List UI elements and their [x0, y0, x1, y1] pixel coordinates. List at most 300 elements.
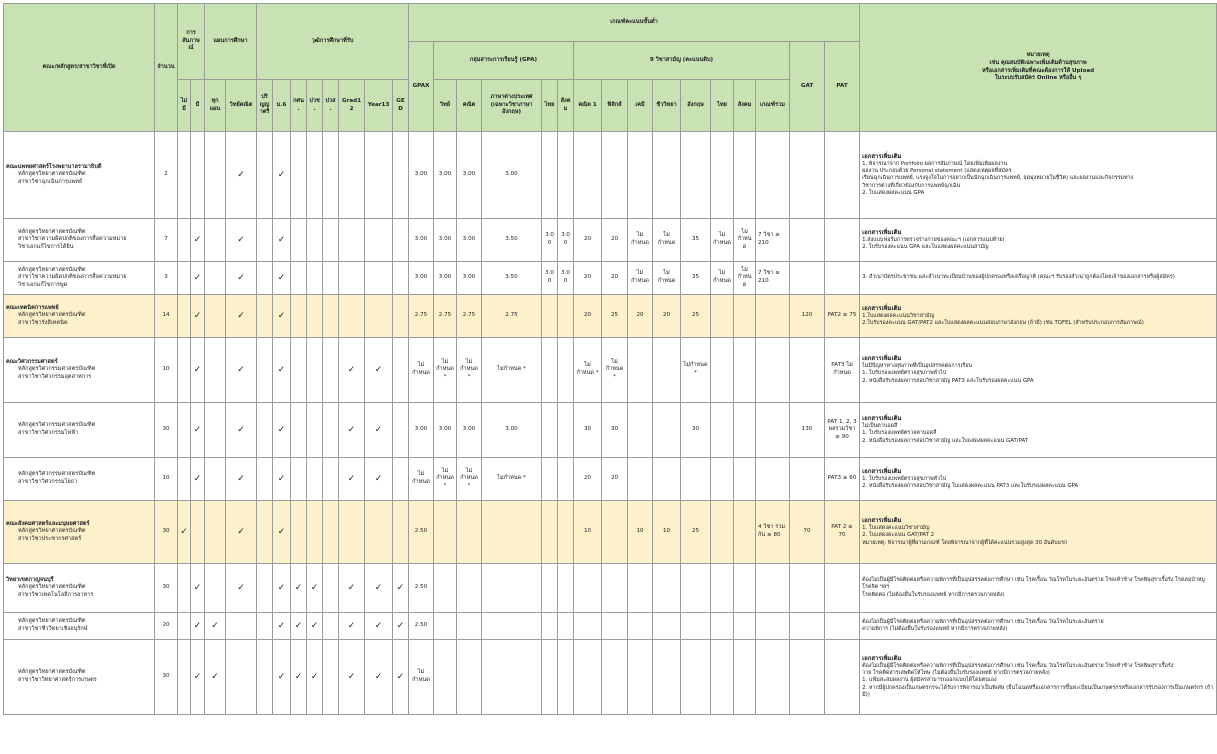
gpa-sci-value	[434, 640, 457, 715]
degree-nfe-check	[291, 501, 307, 564]
degree-m6-check: ✓	[273, 219, 291, 262]
gat-value	[790, 132, 825, 219]
degree-ged-check	[393, 458, 409, 501]
subj-chem-value	[628, 458, 653, 501]
subj-eng-value: 35	[681, 219, 711, 262]
degree-year13-check: ✓	[365, 403, 393, 458]
degree-voc-check	[307, 338, 323, 403]
subj-math1-value: 10	[574, 501, 602, 564]
degree-dip-check	[323, 403, 339, 458]
degree-voc-check	[307, 295, 323, 338]
gpa-thai-value: 3.00	[542, 219, 558, 262]
degree-dip-check	[323, 640, 339, 715]
seat-count: 7	[155, 219, 178, 262]
gpa-thai-value	[542, 403, 558, 458]
degree-m6-check: ✓	[273, 501, 291, 564]
header-subj-total: เกณฑ์รวม	[756, 80, 790, 132]
subj-math1-value	[574, 613, 602, 640]
plan-all-check	[205, 564, 226, 613]
header-study-plan: แผนการศึกษา	[205, 4, 257, 80]
seat-count: 14	[155, 295, 178, 338]
subj-total-value	[756, 613, 790, 640]
gat-value	[790, 458, 825, 501]
subj-thai-value: ไม่กำหนด	[711, 219, 734, 262]
gpa-math-value: 3.00	[457, 219, 482, 262]
gpax-value: 2.75	[409, 295, 434, 338]
subj-social-value	[734, 403, 756, 458]
faculty-name: คณะวิศวกรรมศาสตร์	[6, 358, 58, 365]
interview-no-check	[178, 640, 191, 715]
subj-physics-value	[602, 501, 628, 564]
pat-value: PAT 1, 2, 3 ผลรวมวิชา ≥ 90	[825, 403, 860, 458]
degree-grad12-check	[339, 501, 365, 564]
interview-yes-check: ✓	[191, 640, 205, 715]
plan-sci-math-check: ✓	[226, 295, 257, 338]
header-degree-ged: GED	[393, 80, 409, 132]
gpa-eng-value: ไม่กำหนด *	[482, 338, 542, 403]
degree-voc-check: ✓	[307, 640, 323, 715]
interview-no-check	[178, 458, 191, 501]
remarks-text: 1. ใบแสดงคะแนนวิชาสามัญ 2. ใบแสดงคะแนน GAT/PAT 2 หมายเหตุ: พิจารณาผู้ที่ผ่านเกณฑ์ โดยพิจารณาจากผู้ที่ได้คะแนนรวมสูงสุด 30 อันดับแรก	[862, 525, 1068, 546]
degree-bachelor-check	[257, 640, 273, 715]
seat-count: 30	[155, 640, 178, 715]
subj-total-value: 4 วิชา รวมกัน ≥ 80	[756, 501, 790, 564]
seat-count: 10	[155, 338, 178, 403]
subj-social-value	[734, 295, 756, 338]
gat-value	[790, 640, 825, 715]
pat-value: PAT2 ≥ 75	[825, 295, 860, 338]
degree-grad12-check: ✓	[339, 564, 365, 613]
subj-total-value	[756, 338, 790, 403]
subj-physics-value	[602, 640, 628, 715]
degree-nfe-check: ✓	[291, 640, 307, 715]
program-cell	[4, 262, 155, 295]
header-degree-year13: Year13	[365, 80, 393, 132]
subj-math1-value	[574, 132, 602, 219]
subj-thai-value	[711, 403, 734, 458]
subj-chem-value	[628, 613, 653, 640]
remarks-text: ต้องไม่เป็นผู้มีโรคติดต่อหรือความพิการที่เป็นอุปสรรคต่อการศึกษา เช่น โรคเรื้อน วัณโรคในระยะอันตราย ความพิการ (ไม่ต้องยื่นใบรับรองแพทย์ หากมีการตรวจภายหลัง)	[862, 618, 1104, 632]
plan-all-check	[205, 403, 226, 458]
degree-dip-check	[323, 338, 339, 403]
interview-yes-check: ✓	[191, 613, 205, 640]
gpa-social-value	[558, 613, 574, 640]
gpa-sci-value: ไม่กำหนด *	[434, 458, 457, 501]
gpa-thai-value	[542, 132, 558, 219]
degree-nfe-check	[291, 262, 307, 295]
table-row	[4, 338, 1217, 403]
degree-ged-check	[393, 501, 409, 564]
interview-no-check	[178, 338, 191, 403]
pat-value: PAT3 ไม่กำหนด	[825, 338, 860, 403]
table-row	[4, 132, 1217, 219]
degree-year13-check: ✓	[365, 640, 393, 715]
program-name: หลักสูตรวิทยาศาสตรบัณฑิต สาขาวิชาชีววิทยาเชิงอนุรักษ์	[18, 618, 88, 632]
header-subj-bio: ชีววิทยา	[653, 80, 681, 132]
seat-count: 30	[155, 564, 178, 613]
degree-voc-check	[307, 219, 323, 262]
remarks-text: 1. พิจารณาจาก Portfolio ผลการสัมภาษณ์ โดยเพิ่มเติมผลงาน ผลงาน ประกอบด้วย Personal statement (แสดงเหตุผลที่สมัคร เรียนฉุกเฉินการแพทย์, แรงจูงใจในการอยากเป็นนักฉุกเฉินการแพทย์, จุดมุ่งหมายในชีวิต) และผลงานและกิจกรรมทาง วิชาการต่างที่เกี่ยวข้องกับการแพทย์ฉุกเฉิน 2. ใบแสดงผลคะแนน GPA	[862, 160, 1134, 196]
interview-no-check	[178, 295, 191, 338]
plan-all-check	[205, 295, 226, 338]
plan-all-check: ✓	[205, 640, 226, 715]
table-row	[4, 458, 1217, 501]
degree-grad12-check: ✓	[339, 458, 365, 501]
subj-chem-value: 10	[628, 501, 653, 564]
subj-math1-value	[574, 640, 602, 715]
degree-bachelor-check	[257, 458, 273, 501]
gpa-thai-value	[542, 501, 558, 564]
degree-m6-check: ✓	[273, 403, 291, 458]
header-degree-m6: ม.6	[273, 80, 291, 132]
header-gpa-foreign: ภาษาต่างประเทศ (เฉพาะวิชาภาษาอังกฤษ)	[482, 80, 542, 132]
subj-chem-value	[628, 403, 653, 458]
pat-value	[825, 640, 860, 715]
gpa-social-value	[558, 295, 574, 338]
plan-all-check: ✓	[205, 613, 226, 640]
subj-thai-value	[711, 338, 734, 403]
plan-all-check	[205, 219, 226, 262]
subj-social-value	[734, 613, 756, 640]
gpa-sci-value	[434, 613, 457, 640]
remarks-cell	[860, 262, 1217, 295]
subj-total-value	[756, 295, 790, 338]
header-plan-sci-math: วิทย์คณิต	[226, 80, 257, 132]
seat-count: 20	[155, 613, 178, 640]
degree-m6-check: ✓	[273, 613, 291, 640]
program-name: หลักสูตรวิทยาศาสตรบัณฑิต สาขาวิชาประชากรศาสตร์	[18, 528, 86, 542]
degree-bachelor-check	[257, 613, 273, 640]
subj-bio-value	[653, 132, 681, 219]
degree-grad12-check: ✓	[339, 640, 365, 715]
gpa-eng-value	[482, 501, 542, 564]
degree-bachelor-check	[257, 338, 273, 403]
table-row	[4, 295, 1217, 338]
degree-year13-check	[365, 295, 393, 338]
gat-value	[790, 262, 825, 295]
subj-math1-value: 20	[574, 262, 602, 295]
header-subj-chem: เคมี	[628, 80, 653, 132]
gpa-social-value: 3.00	[558, 262, 574, 295]
remarks-title: เอกสารเพิ่มเติม	[862, 228, 902, 236]
program-name: หลักสูตรวิศวกรรมศาสตรบัณฑิต สาขาวิชาวิศวกรรมโยธา	[18, 471, 96, 485]
degree-dip-check	[323, 458, 339, 501]
program-name: หลักสูตรวิทยาศาสตรบัณฑิต สาขาวิชาเทคโนโลยีการอาหาร	[18, 584, 94, 598]
gpax-value: ไม่กำหนด	[409, 458, 434, 501]
subj-bio-value	[653, 338, 681, 403]
program-cell	[4, 458, 155, 501]
degree-grad12-check: ✓	[339, 403, 365, 458]
program-cell	[4, 338, 155, 403]
subj-physics-value: 20	[602, 219, 628, 262]
degree-voc-check: ✓	[307, 613, 323, 640]
gpax-value: ไม่กำหนด	[409, 338, 434, 403]
remarks-text: 1.ใบแสดงผลคะแนนวิชาสามัญ 2.ใบรับรองคะแนน GAT/PAT2 และใบแสดงผลคะแนนสอบภาษาอังกฤษ (ถ้ามี) เช่น TOFEL (สำหรับประกอบการสัมภาษณ์)	[862, 312, 1144, 327]
remarks-title: เอกสารเพิ่มเติม	[862, 654, 902, 662]
plan-sci-math-check: ✓	[226, 262, 257, 295]
header-gpa-social: สังคม	[558, 80, 574, 132]
degree-year13-check: ✓	[365, 613, 393, 640]
remarks-cell	[860, 403, 1217, 458]
subj-bio-value	[653, 403, 681, 458]
subj-eng-value	[681, 564, 711, 613]
degree-nfe-check	[291, 132, 307, 219]
admissions-table	[3, 3, 1217, 715]
degree-m6-check: ✓	[273, 564, 291, 613]
header-program: คณะ/หลักสูตร/สาขาวิชาที่เปิด	[4, 4, 155, 132]
gpax-value: 3.00	[409, 219, 434, 262]
header-degree-bachelor: ปริญญาตรี	[257, 80, 273, 132]
interview-no-check: ✓	[178, 501, 191, 564]
pat-value: PAT3 ≥ 60	[825, 458, 860, 501]
header-remarks: หมายเหตุ เช่น คุณสมบัติเฉพาะเพิ่มเติมด้านสุขภาพ หรือเอกสารเพิ่มเติมที่คณะต้องการให้ Upload ในระบบรับสมัคร Online หรืออื่น ๆ	[860, 4, 1217, 132]
header-degree-nfe: กศน.	[291, 80, 307, 132]
remarks-text: 1.ส่งแบบฟอร์มการตรวจร่างกายของคณะฯ (เอกสารแนบท้าย) 2. ใบรับรองคะแนน GPA และใบแสดงผลคะแนนสามัญ	[862, 236, 1005, 251]
subj-physics-value: 20	[602, 458, 628, 501]
header-gpa-group: กลุ่มสาระการเรียนรู้ (GPA)	[434, 42, 574, 80]
degree-bachelor-check	[257, 132, 273, 219]
subj-chem-value	[628, 132, 653, 219]
header-gpa-math: คณิต	[457, 80, 482, 132]
subj-math1-value: 30	[574, 403, 602, 458]
gpa-social-value	[558, 132, 574, 219]
pat-value: PAT 2 ≥ 70	[825, 501, 860, 564]
degree-ged-check: ✓	[393, 613, 409, 640]
subj-math1-value: 20	[574, 458, 602, 501]
subj-eng-value: 30	[681, 403, 711, 458]
degree-grad12-check	[339, 295, 365, 338]
degree-dip-check	[323, 262, 339, 295]
degree-voc-check	[307, 458, 323, 501]
gpax-value: 3.00	[409, 403, 434, 458]
gpax-value: ไม่กำหนด	[409, 640, 434, 715]
remarks-cell	[860, 640, 1217, 715]
seat-count: 30	[155, 501, 178, 564]
subj-bio-value	[653, 640, 681, 715]
gpa-social-value	[558, 564, 574, 613]
subj-eng-value: ไม่กำหนด *	[681, 338, 711, 403]
pat-value	[825, 262, 860, 295]
gpa-eng-value: 3.00	[482, 132, 542, 219]
program-name: หลักสูตรวิทยาศาสตรบัณฑิต สาขาวิชาวิทยาศาสตร์การเกษตร	[18, 669, 97, 683]
program-name: หลักสูตรวิศวกรรมศาสตรบัณฑิต สาขาวิชาวิศวกรรมอุตสาหการ	[18, 366, 96, 380]
degree-year13-check: ✓	[365, 564, 393, 613]
subj-total-value: 7 วิชา ≥ 210	[756, 219, 790, 262]
gpa-math-value: 3.00	[457, 403, 482, 458]
interview-no-check	[178, 219, 191, 262]
pat-value	[825, 564, 860, 613]
degree-nfe-check	[291, 295, 307, 338]
subj-chem-value	[628, 564, 653, 613]
remarks-title: เอกสารเพิ่มเติม	[862, 517, 902, 524]
header-gat: GAT	[790, 42, 825, 132]
gpa-social-value	[558, 640, 574, 715]
gat-value	[790, 219, 825, 262]
subj-social-value	[734, 132, 756, 219]
subj-thai-value	[711, 132, 734, 219]
degree-voc-check	[307, 501, 323, 564]
subj-bio-value: 10	[653, 501, 681, 564]
header-degree-voc: ปวช.	[307, 80, 323, 132]
subj-bio-value: 20	[653, 295, 681, 338]
subj-math1-value	[574, 564, 602, 613]
gpa-eng-value	[482, 613, 542, 640]
degree-bachelor-check	[257, 564, 273, 613]
gpa-thai-value	[542, 640, 558, 715]
degree-bachelor-check	[257, 295, 273, 338]
subj-eng-value	[681, 613, 711, 640]
remarks-cell	[860, 219, 1217, 262]
degree-year13-check: ✓	[365, 458, 393, 501]
program-cell	[4, 564, 155, 613]
interview-yes-check: ✓	[191, 295, 205, 338]
interview-yes-check: ✓	[191, 458, 205, 501]
program-cell	[4, 295, 155, 338]
gat-value: 120	[790, 295, 825, 338]
subj-math1-value: ไม่กำหนด *	[574, 338, 602, 403]
degree-ged-check	[393, 262, 409, 295]
plan-all-check	[205, 458, 226, 501]
gpa-sci-value: 2.75	[434, 295, 457, 338]
remarks-cell	[860, 564, 1217, 613]
gpa-sci-value: 3.00	[434, 132, 457, 219]
degree-grad12-check	[339, 262, 365, 295]
degree-nfe-check	[291, 219, 307, 262]
interview-no-check	[178, 132, 191, 219]
interview-no-check	[178, 262, 191, 295]
remarks-cell	[860, 501, 1217, 564]
header-interview: การสัมภาษณ์	[178, 4, 205, 80]
interview-yes-check: ✓	[191, 403, 205, 458]
gpa-eng-value	[482, 640, 542, 715]
gpa-eng-value: ไม่กำหนด *	[482, 458, 542, 501]
pat-value	[825, 613, 860, 640]
gpa-social-value	[558, 338, 574, 403]
header-subj-social: สังคม	[734, 80, 756, 132]
gpa-math-value: 3.00	[457, 132, 482, 219]
degree-voc-check	[307, 132, 323, 219]
program-cell	[4, 132, 155, 219]
degree-year13-check: ✓	[365, 338, 393, 403]
degree-grad12-check	[339, 132, 365, 219]
subj-social-value	[734, 564, 756, 613]
gpa-math-value: 2.75	[457, 295, 482, 338]
gpax-value: 2.50	[409, 564, 434, 613]
degree-ged-check	[393, 403, 409, 458]
gat-value	[790, 564, 825, 613]
degree-m6-check: ✓	[273, 262, 291, 295]
header-gpa-thai: ไทย	[542, 80, 558, 132]
degree-year13-check	[365, 262, 393, 295]
degree-year13-check	[365, 132, 393, 219]
program-name: หลักสูตรวิทยาศาสตรบัณฑิต สาขาวิชาฉุกเฉินการแพทย์	[18, 171, 86, 185]
degree-year13-check	[365, 219, 393, 262]
pat-value	[825, 132, 860, 219]
gpa-sci-value: ไม่กำหนด *	[434, 338, 457, 403]
header-plan-all: ทุกแผน	[205, 80, 226, 132]
seat-count: 3	[155, 262, 178, 295]
table-row	[4, 403, 1217, 458]
gpa-sci-value: 3.00	[434, 262, 457, 295]
remarks-cell	[860, 295, 1217, 338]
program-cell	[4, 219, 155, 262]
degree-nfe-check	[291, 403, 307, 458]
header-gpa-sci: วิทย์	[434, 80, 457, 132]
degree-m6-check: ✓	[273, 295, 291, 338]
header-subj-math1: คณิต 1	[574, 80, 602, 132]
degree-nfe-check: ✓	[291, 613, 307, 640]
degree-ged-check	[393, 338, 409, 403]
table-row	[4, 640, 1217, 715]
subj-thai-value	[711, 501, 734, 564]
interview-yes-check: ✓	[191, 262, 205, 295]
subj-physics-value	[602, 564, 628, 613]
interview-no-check	[178, 613, 191, 640]
gpa-thai-value	[542, 564, 558, 613]
remarks-title: เอกสารเพิ่มเติม	[862, 152, 902, 160]
degree-nfe-check	[291, 458, 307, 501]
subj-bio-value	[653, 458, 681, 501]
header-interview-no: ไม่มี	[178, 80, 191, 132]
table-row	[4, 501, 1217, 564]
header-interview-yes: มี	[191, 80, 205, 132]
seat-count: 10	[155, 458, 178, 501]
header-gpax: GPAX	[409, 42, 434, 132]
plan-sci-math-check: ✓	[226, 403, 257, 458]
header-subj-thai: ไทย	[711, 80, 734, 132]
degree-dip-check	[323, 501, 339, 564]
gpax-value: 2.50	[409, 501, 434, 564]
subj-eng-value: 35	[681, 262, 711, 295]
remarks-text: ต้องไม่เป็นผู้มีโรคติดต่อหรือความพิการที่เป็นอุปสรรคต่อการศึกษา เช่น โรคเรื้อน วัณโรคในระยะอันตราย โรคเท้าช้าง โรคพิษสุราเรื้อรัง วาย โรคติดสารเสพติดให้โทษ (ไม่ต้องยื่นใบรับรองแพทย์ หากมีการตรวจภายหลัง) 1. แฟ้มสะสมผลงาน ผู้สมัครสามารถออกแบบได้โดยตนเอง 2. หากมีผู้ปกครองเป็นเกษตรกรจะได้รับการพิจารณาเป็นพิเศษ (ยื่นโฉนดหรือเอกสารการขึ้นทะเบียนเป็นเกษตรกรหรือเอกสารรับรองการเป็นเกษตรกร (ถ้ามี))	[862, 662, 1214, 698]
subj-total-value	[756, 458, 790, 501]
degree-m6-check: ✓	[273, 132, 291, 219]
degree-grad12-check: ✓	[339, 338, 365, 403]
gpa-math-value	[457, 501, 482, 564]
gpa-sci-value: 3.00	[434, 219, 457, 262]
gpa-math-value	[457, 564, 482, 613]
plan-sci-math-check: ✓	[226, 338, 257, 403]
gat-value: 130	[790, 403, 825, 458]
gpa-social-value	[558, 501, 574, 564]
subj-bio-value	[653, 564, 681, 613]
program-cell	[4, 403, 155, 458]
subj-chem-value	[628, 640, 653, 715]
subj-thai-value	[711, 295, 734, 338]
subj-thai-value: ไม่กำหนด	[711, 262, 734, 295]
degree-ged-check	[393, 132, 409, 219]
remarks-text: 3. สำเนาบัตรประชาชน และสำเนาทะเบียนบ้านของผู้ปกครองหรือเครือญาติ (คณะฯ รับรองสำเนาถูกต้องโดยเจ้าของเอกสารหรือผู้สมัคร)	[862, 274, 1175, 281]
program-cell	[4, 640, 155, 715]
subj-thai-value	[711, 564, 734, 613]
degree-grad12-check: ✓	[339, 613, 365, 640]
gpa-eng-value: 2.75	[482, 295, 542, 338]
subj-thai-value	[711, 640, 734, 715]
gpa-math-value	[457, 640, 482, 715]
gat-value	[790, 613, 825, 640]
subj-chem-value: ไม่กำหนด	[628, 219, 653, 262]
degree-bachelor-check	[257, 219, 273, 262]
remarks-cell	[860, 132, 1217, 219]
header-pat: PAT	[825, 42, 860, 132]
remarks-cell	[860, 458, 1217, 501]
subj-social-value	[734, 458, 756, 501]
header-count: จำนวน	[155, 4, 178, 132]
remarks-title: เอกสารเพิ่มเติม	[862, 415, 902, 422]
gpax-value: 3.00	[409, 262, 434, 295]
subj-bio-value: ไม่กำหนด	[653, 262, 681, 295]
subj-chem-value: 20	[628, 295, 653, 338]
